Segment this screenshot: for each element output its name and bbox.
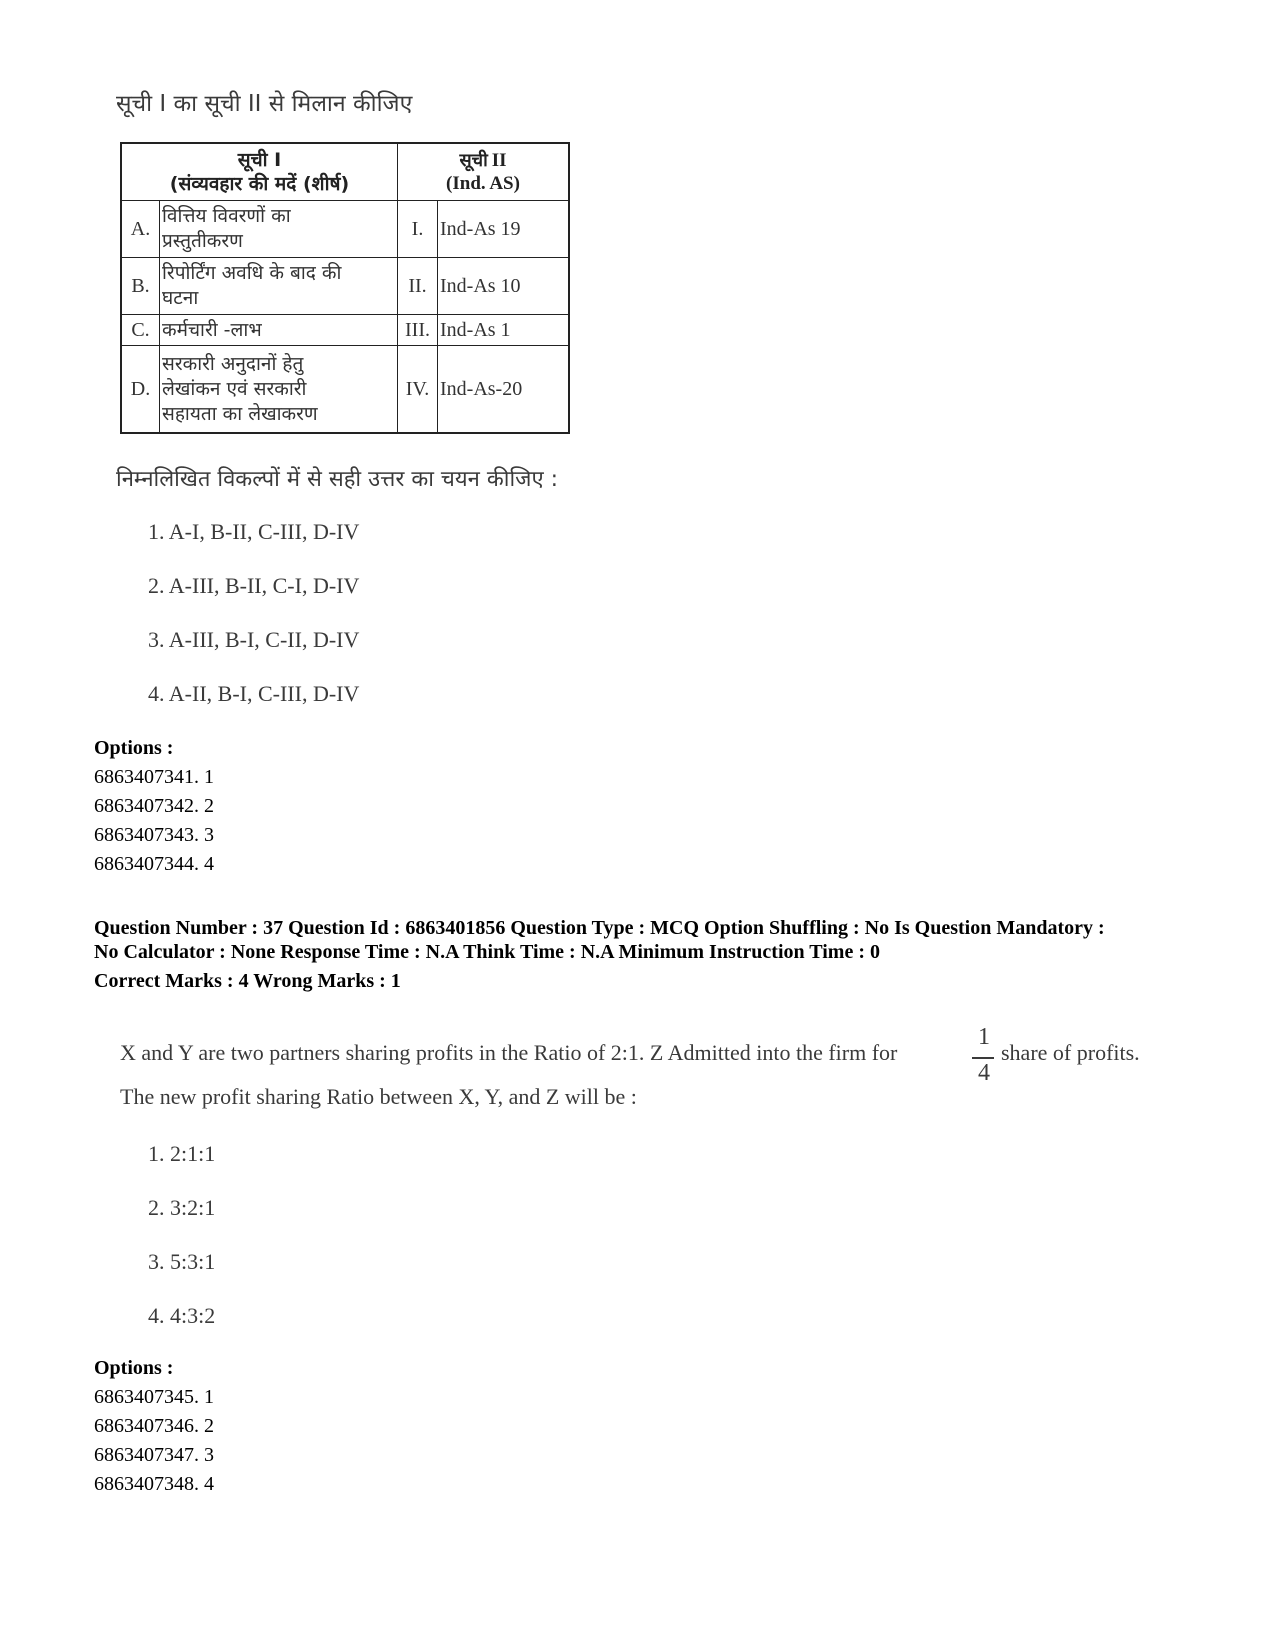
q37-meta-line2: No Calculator : None Response Time : N.A Think Time : N.A Minimum Instruction Time : 0 xyxy=(94,941,880,963)
q36-choice-4: 4. A-II, B-I, C-III, D-IV xyxy=(148,681,360,706)
row-a-letter: A. xyxy=(122,201,160,258)
q37-choice-4: 4. 4:3:2 xyxy=(148,1303,216,1328)
match-table xyxy=(120,142,570,434)
q37-choice-1: 1. 2:1:1 xyxy=(148,1141,216,1166)
q36-choice-2: 2. A-III, B-II, C-I, D-IV xyxy=(148,573,360,598)
q37-choice-3: 3. 5:3:1 xyxy=(148,1249,216,1274)
row-c-standard: Ind-As 1 xyxy=(438,315,568,346)
list2-title: सूची xyxy=(459,150,488,171)
q37-options-label: Options : xyxy=(94,1357,174,1379)
q37-question-part1: X and Y are two partners sharing profits in the Ratio of 2:1. Z Admitted into the firm for xyxy=(120,1040,898,1065)
q36-option-1: 6863407341. 1 xyxy=(94,766,214,788)
q36-choice-3: 3. A-III, B-I, C-II, D-IV xyxy=(148,627,360,652)
row-a-roman: I. xyxy=(398,201,438,258)
q37-choice-2: 2. 3:2:1 xyxy=(148,1195,216,1220)
list1-title: सूची I xyxy=(237,149,282,171)
q36-option-2: 6863407342. 2 xyxy=(94,795,214,817)
row-b-item: रिपोर्टिंग अवधि के बाद की घटना xyxy=(160,258,398,315)
table-header-list1 xyxy=(122,144,398,201)
row-d-roman: IV. xyxy=(398,346,438,432)
row-d-item: सरकारी अनुदानों हेतु लेखांकन एवं सरकारी सहायता का लेखाकरण xyxy=(160,346,398,432)
fraction-numerator: 1 xyxy=(978,1024,990,1050)
fraction-denominator: 4 xyxy=(978,1060,990,1086)
row-d-standard: Ind-As-20 xyxy=(440,377,523,400)
q36-choice-1: 1. A-I, B-II, C-III, D-IV xyxy=(148,519,360,544)
list2-roman: II xyxy=(491,150,507,171)
q37-meta-line1: Question Number : 37 Question Id : 6863401856 Question Type : MCQ Option Shuffling : No Is Question Mandatory : xyxy=(94,917,1105,939)
q37-question-line2: The new profit sharing Ratio between X, Y, and Z will be : xyxy=(120,1084,637,1109)
list1-subtitle: (संव्यवहार की मदें (शीर्ष) xyxy=(169,173,350,195)
list2-subtitle: (Ind. AS) xyxy=(446,173,520,194)
row-a-standard: Ind-As 19 xyxy=(438,201,568,258)
q36-option-4: 6863407344. 4 xyxy=(94,853,214,875)
q36-prompt: निम्नलिखित विकल्पों में से सही उत्तर का चयन कीजिए : xyxy=(116,467,559,492)
q36-instruction: सूची I का सूची II से मिलान कीजिए xyxy=(116,91,413,117)
row-b-roman: II. xyxy=(398,258,438,315)
row-a-item: वित्तिय विवरणों का प्रस्तुतीकरण xyxy=(160,201,398,258)
row-d-letter: D. xyxy=(122,346,160,432)
q37-option-1: 6863407345. 1 xyxy=(94,1386,214,1408)
row-b-letter: B. xyxy=(122,258,160,315)
q37-marks: Correct Marks : 4 Wrong Marks : 1 xyxy=(94,970,401,992)
q37-option-3: 6863407347. 3 xyxy=(94,1444,214,1466)
row-c-item: कर्मचारी -लाभ xyxy=(160,315,398,346)
row-c-roman: III. xyxy=(398,315,438,346)
q37-option-4: 6863407348. 4 xyxy=(94,1473,214,1495)
q37-question-part2: share of profits. xyxy=(1001,1040,1140,1065)
fraction-bar xyxy=(972,1057,994,1059)
q36-options-label: Options : xyxy=(94,737,174,759)
row-c-letter: C. xyxy=(122,315,160,346)
q37-option-2: 6863407346. 2 xyxy=(94,1415,214,1437)
table-header-list2 xyxy=(398,144,568,201)
q36-option-3: 6863407343. 3 xyxy=(94,824,214,846)
row-b-standard: Ind-As 10 xyxy=(438,258,568,315)
